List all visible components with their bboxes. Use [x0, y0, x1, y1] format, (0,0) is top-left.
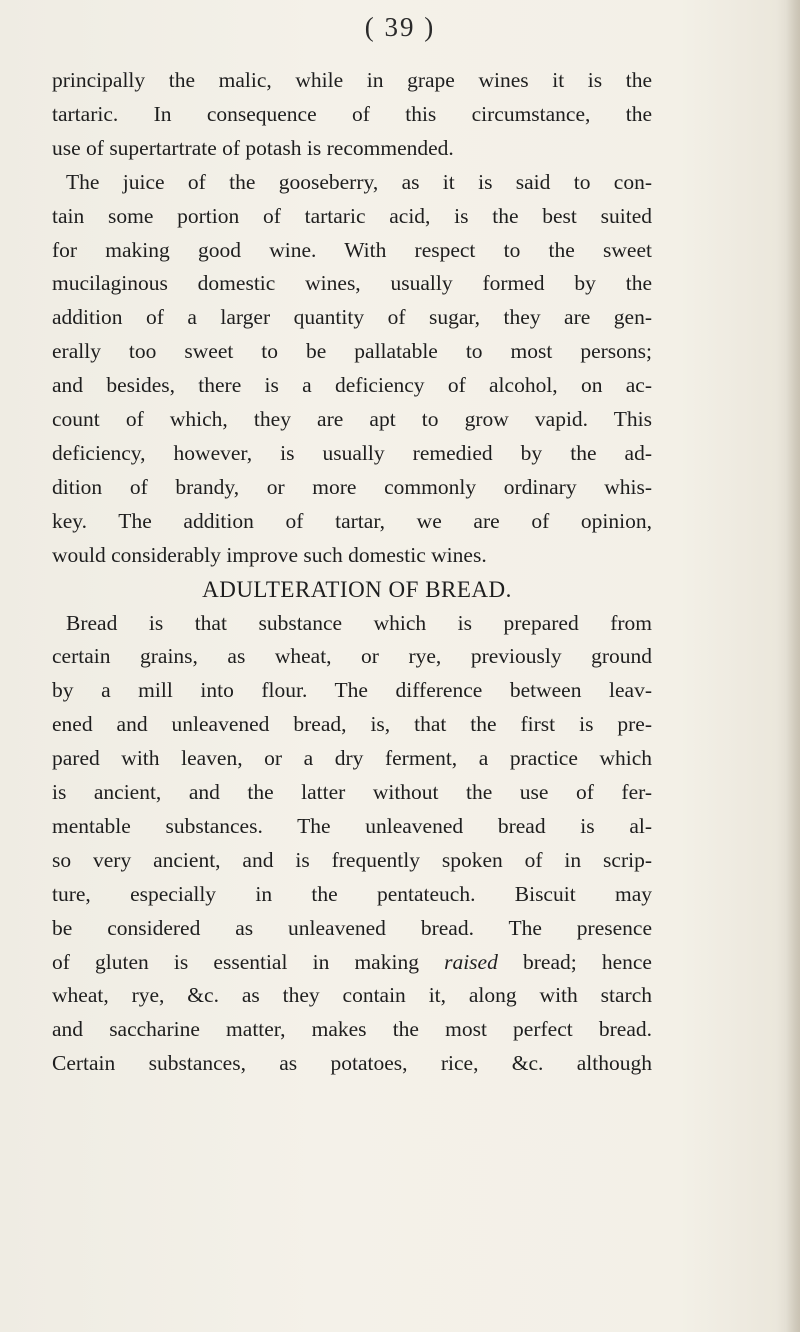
text-line: ture, especially in the pentateuch. Biscuit may	[52, 881, 652, 906]
text-line: count of which, they are apt to grow vapid. This	[52, 407, 652, 432]
text-line: The juice of the gooseberry, as it is said to con-	[66, 169, 652, 194]
text-line: mucilaginous domestic wines, usually formed by the	[52, 271, 652, 296]
text-line-with-italic	[52, 946, 652, 980]
page-edge-stain	[786, 0, 800, 1332]
text-line: key. The addition of tartar, we are of opinion,	[52, 508, 652, 533]
text-line: pared with leaven, or a dry ferment, a practice which	[52, 746, 652, 771]
text-line: by a mill into flour. The difference between leav-	[52, 678, 652, 703]
text-line: certain grains, as wheat, or rye, previously ground	[52, 644, 652, 669]
text-line: wheat, rye, &c. as they contain it, along with starch	[52, 983, 652, 1008]
text-line: mentable substances. The unleavened bread is al-	[52, 813, 652, 838]
text-line: would considerably improve such domestic wines.	[52, 542, 487, 567]
text-line: Certain substances, as potatoes, rice, &c. although	[52, 1051, 652, 1076]
text-line: erally too sweet to be pallatable to most persons;	[52, 339, 652, 364]
text-line: so very ancient, and is frequently spoken of in scrip-	[52, 847, 652, 872]
page-number: ( 39 )	[364, 12, 436, 42]
body-text	[52, 64, 652, 1081]
text-line: be considered as unleavened bread. The presence	[52, 915, 652, 940]
text-line: Bread is that substance which is prepared from	[66, 610, 652, 635]
text-line: for making good wine. With respect to the sweet	[52, 237, 652, 262]
text-line: principally the malic, while in grape wines it is the	[52, 68, 652, 92]
text-line: deficiency, however, is usually remedied by the ad-	[52, 440, 652, 465]
text-line: tain some portion of tartaric acid, is the best suited	[52, 203, 652, 228]
text-segment: bread; hence	[497, 949, 652, 974]
text-line: addition of a larger quantity of sugar, they are gen-	[52, 305, 652, 330]
text-line: use of supertartrate of potash is recommended.	[52, 135, 454, 160]
text-line: is ancient, and the latter without the use of fer-	[52, 780, 652, 805]
text-segment: of gluten is essential in making	[52, 949, 445, 974]
text-line: tartaric. In consequence of this circumstance, the	[52, 101, 652, 126]
text-line: dition of brandy, or more commonly ordinary whis-	[52, 474, 652, 499]
text-line: and besides, there is a deficiency of alcohol, on ac-	[52, 373, 652, 398]
italic-word: raised	[444, 949, 498, 974]
text-line: and saccharine matter, makes the most perfect bread.	[52, 1017, 652, 1042]
section-heading: ADULTERATION OF BREAD.	[202, 576, 512, 602]
text-line: ened and unleavened bread, is, that the first is pre-	[52, 712, 652, 737]
